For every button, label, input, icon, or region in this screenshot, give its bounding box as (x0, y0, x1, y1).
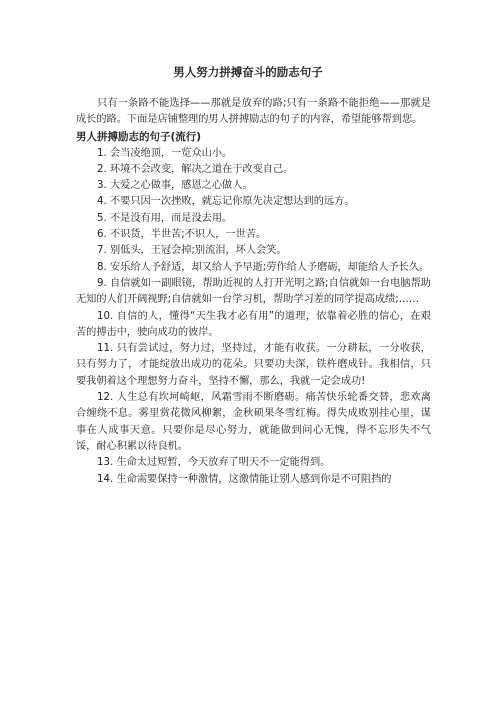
list-item: 5. 不是没有用，而是没去用。 (97, 212, 233, 224)
list-item: 7. 别低头，王冠会掉;别流泪，坏人会笑。 (97, 245, 287, 257)
list-item: 10. 自信的人，懂得“天生我才必有用”的道理，依靠着必胜的信心，在艰苦的搏击中，驶向成功的彼岸。 (76, 310, 431, 338)
list-item: 6. 不识货，半世苦;不识人，一世苦。 (97, 229, 267, 241)
list-item: 9. 自信就如一副眼镜，帮助近视的人打开光明之路;自信就如一台电脑帮助无知的人们开阔视野;自信就如一台学习机，帮助学习差的同学提高成绩;…… (76, 277, 431, 306)
list-item: 2. 环境不会改变，解决之道在于改变自己。 (97, 163, 294, 175)
list-item: 14. 生命需要保持一种激情，这激情能让别人感到你是不可阻挡的 (97, 473, 392, 485)
document-title: 男人努力拼搏奋斗的励志句子 (173, 65, 323, 79)
list-item: 12. 人生总有坎坷崎岖，风霜雪雨不断磨砺。痛苦快乐轮番交替，悲欢离合缠绕不息。雾里赏花微风柳絮，金秋硕果冬雪红梅。得失成败别挂心里，谋事在人成事天意。只要你是尽心努力，就能做到问心无愧，得不忘形失不气馁，耐心积累以待良机。 (76, 392, 431, 452)
list-item: 11. 只有尝试过，努力过，坚持过，才能有收获。一分耕耘，一分收获，只有努力了，才能绽放出成功的花朵。只要功夫深，铁杵磨成针。我相信，只要我朝着这个理想努力奋斗，坚持不懈，那么，我就一定会成功! (76, 343, 431, 387)
list-item: 13. 生命太过短暂，今天放弃了明天不一定能得到。 (97, 457, 331, 469)
list-item: 3. 大爱之心做事，感恩之心做人。 (97, 180, 253, 192)
intro-paragraph: 只有一条路不能选择——那就是放弃的路;只有一条路不能拒绝——那就是成长的路。下面是店铺整理的男人拼搏励志的句子的内容，希望能够帮到您。 (76, 98, 431, 126)
list-item: 1. 会当凌绝顶，一览众山小。 (97, 147, 233, 159)
section-heading: 男人拼搏励志的句子(流行) (76, 130, 202, 143)
list-item: 8. 安乐给人予舒适，却又给人予早逝;劳作给人予磨砺，却能给人予长久。 (97, 261, 430, 273)
document-body (76, 96, 431, 488)
list-item: 4. 不要只因一次挫败，就忘记你原先决定想达到的远方。 (97, 196, 355, 208)
